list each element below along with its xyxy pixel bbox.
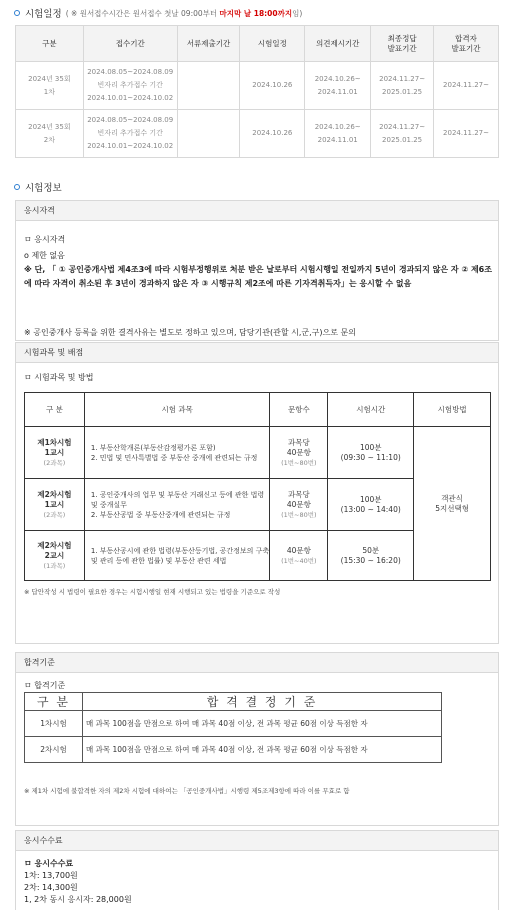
exam-time-range: (15:30 ~ 16:20)	[340, 555, 401, 565]
question-range: (1번~80번)	[281, 458, 317, 467]
qualification-sub: ㅁ 응시자격	[24, 235, 66, 244]
questions-cell	[270, 427, 328, 479]
pass-sub: ㅁ 합격기준	[24, 681, 66, 690]
col-header: 최종정답 발표기간	[371, 26, 434, 62]
time-cell	[328, 427, 414, 479]
subject-items: 1. 부동산공시에 관한 법령(부동산등기법, 공간정보의 구축 및 관리 등에 관한 법률) 및 부동산 관련 세법	[84, 531, 270, 581]
pass-round: 1차시험	[25, 711, 83, 737]
col-header: 시험 과목	[84, 393, 270, 427]
col-header: 의견제시기간	[305, 26, 371, 62]
subjects-header-row	[25, 393, 491, 427]
pass-header-row	[25, 693, 442, 711]
subject-items: 1. 부동산학개론(부동산감정평가론 포함) 2. 민법 및 민사특별법 중 부동산 중개에 관련되는 규정	[84, 427, 270, 479]
question-count: 과목당 40문항	[286, 489, 311, 509]
schedule-table	[15, 25, 499, 158]
opinion-cell: 2024.10.26~ 2024.11.01	[305, 62, 371, 110]
col-header: 시험방법	[414, 393, 491, 427]
col-header: 문항수	[270, 393, 328, 427]
subjects-sub: ㅁ 시험과목 및 방법	[24, 373, 94, 382]
time-cell	[328, 531, 414, 581]
reception-cell: 2024.08.05~2024.08.09 빈자리 추가접수 기간 2024.10.01~2024.10.02	[83, 62, 177, 110]
pass-round: 2차시험	[25, 737, 83, 763]
col-header: 서류제출기간	[177, 26, 240, 62]
docs-cell	[177, 110, 240, 158]
result-cell: 2024.11.27~	[434, 62, 499, 110]
question-count: 40문항	[286, 545, 311, 555]
questions-cell	[270, 531, 328, 581]
round-cell: 2024년 35회 2차	[16, 110, 84, 158]
col-header: 구 분	[25, 393, 85, 427]
pass-criteria: 매 과목 100점을 만점으로 하여 매 과목 40점 이상, 전 과목 평균 60점 이상 득점한 자	[83, 711, 442, 737]
result-cell: 2024.11.27~	[434, 110, 499, 158]
schedule-header-row	[16, 26, 499, 62]
subject-count: (1과목)	[43, 561, 66, 570]
exam-name: 제2차시험 2교시	[37, 540, 72, 560]
schedule-title: 시험일정	[25, 9, 62, 20]
col-header: 구분	[16, 26, 84, 62]
round-cell: 2024년 35회 1차	[16, 62, 84, 110]
question-range: (1번~40번)	[281, 556, 317, 565]
exam-cell: 2024.10.26	[240, 110, 305, 158]
qualification-title: 응시자격	[16, 201, 498, 221]
exam-duration: 100분	[359, 494, 382, 504]
table-row	[25, 737, 442, 763]
schedule-heading	[14, 6, 302, 20]
fee-sub: ㅁ 응시수수료	[24, 859, 74, 868]
final-cell: 2024.11.27~ 2025.01.25	[371, 110, 434, 158]
table-row	[16, 110, 499, 158]
question-count: 과목당 40문항	[286, 437, 311, 457]
opinion-cell: 2024.10.26~ 2024.11.01	[305, 110, 371, 158]
final-cell: 2024.11.27~ 2025.01.25	[371, 62, 434, 110]
subject-count: (2과목)	[43, 458, 66, 467]
pass-title: 합격기준	[16, 653, 498, 673]
fee-line: 1차: 13,700원	[24, 871, 78, 880]
pass-note: ※ 제1차 시험에 불합격한 자의 제2차 시험에 대하여는 「공인중개사법」시행령 제5조제3항에 따라 이를 무효로 함	[24, 787, 350, 795]
exam-cell: 2024.10.26	[240, 62, 305, 110]
table-row	[25, 427, 491, 479]
reception-cell: 2024.08.05~2024.08.09 빈자리 추가접수 기간 2024.10.01~2024.10.02	[83, 110, 177, 158]
exam-name-cell	[25, 479, 85, 531]
pass-criteria: 매 과목 100점을 만점으로 하여 매 과목 40점 이상, 전 과목 평균 60점 이상 득점한 자	[83, 737, 442, 763]
table-row	[16, 62, 499, 110]
qualification-note: ※ 공인중개사 등록을 위한 결격사유는 별도로 정하고 있으며, 담당기관(관할 시,군,구)으로 문의	[24, 328, 356, 337]
exam-name-cell	[25, 427, 85, 479]
docs-cell	[177, 62, 240, 110]
exam-duration: 50분	[362, 545, 380, 555]
subjects-table	[24, 392, 491, 581]
col-header: 합격자 발표기간	[434, 26, 499, 62]
subject-count: (2과목)	[43, 510, 66, 519]
fee-line: 2차: 14,300원	[24, 883, 78, 892]
info-heading	[14, 180, 62, 194]
exam-time-range: (09:30 ~ 11:10)	[340, 452, 401, 462]
col-header: 시험시간	[328, 393, 414, 427]
col-header: 시험일정	[240, 26, 305, 62]
fee-line: 1, 2차 동시 응시자: 28,000원	[24, 895, 132, 904]
question-range: (1번~80번)	[281, 510, 317, 519]
exam-time-range: (13:00 ~ 14:40)	[340, 504, 401, 514]
exam-duration: 100분	[359, 442, 382, 452]
fee-title: 응시수수료	[16, 831, 498, 851]
time-cell	[328, 479, 414, 531]
subject-items: 1. 공인중개사의 업무 및 부동산 거래신고 등에 관한 법령 및 중개실무 2. 부동산공법 중 부동산중개에 관련되는 규정	[84, 479, 270, 531]
col-header: 합 격 결 정 기 준	[83, 693, 442, 711]
col-header: 접수기간	[83, 26, 177, 62]
info-title: 시험정보	[25, 183, 62, 194]
schedule-note: ( ※ 원서접수시간은 원서접수 첫날 09:00부터 마지막 날 18:00까지임)	[65, 8, 303, 18]
qualification-none: o 제한 없음	[24, 251, 65, 260]
subjects-title: 시험과목 및 배점	[16, 343, 498, 363]
bullet-icon	[14, 184, 20, 190]
pass-table	[24, 692, 442, 763]
exam-name: 제2차시험 1교시	[37, 489, 72, 509]
questions-cell	[270, 479, 328, 531]
bullet-icon	[14, 10, 20, 16]
col-header: 구 분	[25, 693, 83, 711]
exam-name: 제1차시험 1교시	[37, 437, 72, 457]
exam-name-cell	[25, 531, 85, 581]
subjects-footnote: ※ 답안작성 시 법령이 필요한 경우는 시험시행일 현재 시행되고 있는 법령을 기준으로 작성	[24, 588, 281, 596]
exam-method: 객관식 5지선택형	[414, 427, 491, 581]
qualification-restriction: ※ 단, 「 ① 공인중개사법 제4조3에 따라 시험부정행위로 처분 받은 날로부터 시험시행일 전일까지 5년이 경과되지 않은 자 ② 제6조에 따라 자격이 취소된 후 3년이 경과하지 않은 자 ③ 시행규칙 제2조에 따른 기자격취득자」는 응시할 수 없음	[24, 265, 492, 288]
table-row	[25, 711, 442, 737]
